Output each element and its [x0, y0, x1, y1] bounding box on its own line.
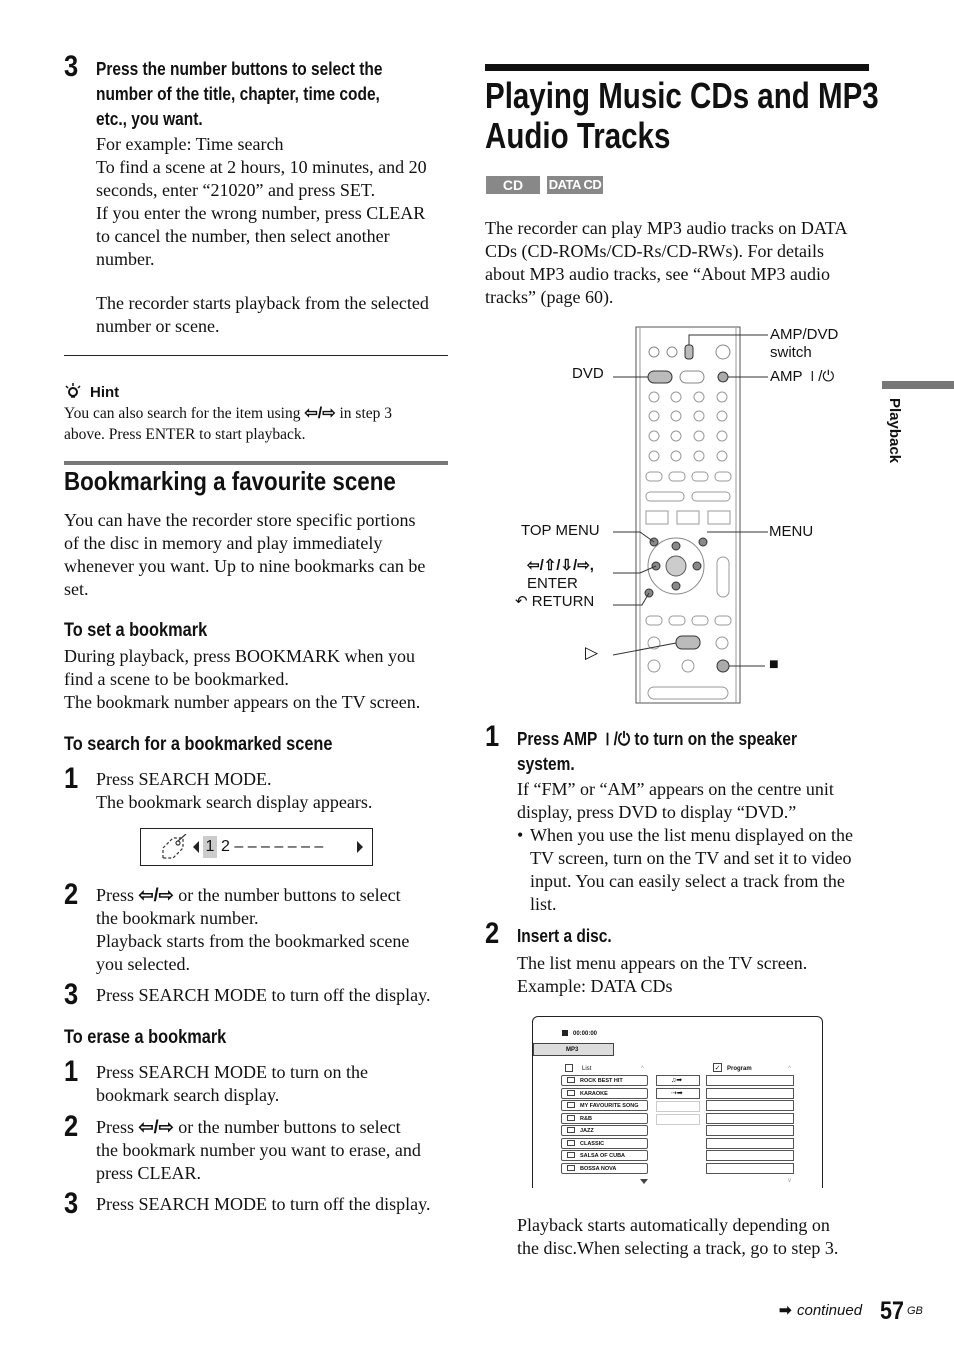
- continued-arrow-icon: ➡: [779, 1302, 792, 1319]
- arrow-icons: ⇦/⇨: [304, 405, 336, 422]
- step-number: 3: [64, 50, 79, 83]
- body-line: The bookmark search display appears.: [96, 792, 373, 812]
- program-label: Program: [727, 1066, 752, 1072]
- list-item[interactable]: [561, 1150, 648, 1161]
- text-part: or the number buttons to select: [178, 885, 401, 905]
- mode-label: MP3: [533, 1043, 614, 1056]
- program-slot[interactable]: [706, 1075, 794, 1086]
- music-note-icon: ♫➡: [656, 1075, 700, 1086]
- step-number: 1: [64, 762, 79, 795]
- left-arrow-icon: [193, 841, 199, 853]
- body-line: During playback, press BOOKMARK when you: [64, 646, 415, 666]
- folder-icon: [567, 1127, 575, 1133]
- list-label: List: [582, 1066, 592, 1072]
- disabled-button: [656, 1114, 700, 1125]
- body-line: If you enter the wrong number, press CLEAR: [96, 203, 426, 223]
- label-line: AMP/DVD: [770, 326, 839, 343]
- body-line: When you use the list menu displayed on the: [530, 825, 853, 845]
- title-line: Playing Music CDs and MP3: [485, 75, 879, 116]
- folder-icon: [567, 1077, 575, 1083]
- page-suffix: GB: [907, 1305, 923, 1317]
- folder-icon: [567, 1115, 575, 1121]
- body-line: list.: [530, 894, 557, 914]
- step-body-2: [96, 292, 456, 338]
- body-line: to cancel the number, then select another: [96, 226, 390, 246]
- body-line: of the disc in memory and play immediately: [64, 533, 383, 553]
- list-item[interactable]: [561, 1075, 648, 1086]
- list-item[interactable]: [561, 1100, 648, 1111]
- step-title-line: Press the number buttons to select the: [96, 59, 383, 79]
- list-item[interactable]: [561, 1088, 648, 1099]
- step-title: Insert a disc.: [517, 926, 612, 946]
- hint-label: Hint: [90, 384, 120, 401]
- disabled-button: [656, 1101, 700, 1112]
- scroll-down-icon: [640, 1179, 648, 1184]
- intro: [485, 217, 871, 309]
- body-line: about MP3 audio tracks, see “About MP3 audio: [485, 264, 830, 284]
- selected-bookmark: 1: [203, 836, 217, 858]
- body-line: [96, 884, 456, 907]
- body-line: tracks” (page 60).: [485, 287, 614, 307]
- program-slot[interactable]: [706, 1100, 794, 1111]
- body-line: bookmark search display.: [96, 1085, 280, 1105]
- section-heading: Bookmarking a favourite scene: [64, 466, 396, 496]
- erase-step3: Press SEARCH MODE to turn off the display.: [96, 1194, 431, 1214]
- program-slot[interactable]: [706, 1088, 794, 1099]
- step-title: [517, 727, 797, 777]
- right-arrow-icon: [357, 841, 363, 853]
- page-title: [485, 76, 879, 156]
- divider: [64, 355, 448, 356]
- play-icon: ▷: [585, 643, 599, 662]
- menu-label: MENU: [769, 523, 814, 540]
- page-number: 57: [880, 1297, 904, 1325]
- search-step3: Press SEARCH MODE to turn off the display.: [96, 985, 431, 1005]
- body-line: whenever you want. Up to nine bookmarks can be: [64, 556, 426, 576]
- program-slot[interactable]: [706, 1138, 794, 1149]
- step-number: 3: [64, 1187, 79, 1220]
- cd-badge: CD: [486, 176, 540, 194]
- body-line: You can have the recorder store specific portions: [64, 510, 416, 530]
- body-line: To find a scene at 2 hours, 10 minutes, and 20: [96, 157, 427, 177]
- arrow-icons: ⇦/⇨: [138, 885, 174, 905]
- list-item[interactable]: [561, 1125, 648, 1136]
- arrow-icons: ⇦/⇨: [138, 1117, 174, 1137]
- title-line: Audio Tracks: [485, 115, 671, 156]
- set-body: [64, 645, 450, 714]
- list-menu-screen: [532, 1016, 823, 1188]
- body-line: [96, 1116, 456, 1139]
- step-title-line: Press AMP ⏽/⏻ to turn on the speaker: [517, 729, 797, 749]
- section-rule: [64, 461, 448, 465]
- folder-icon: [567, 1152, 575, 1158]
- arrows-label: ⇦/⇧/⇩/⇨,: [527, 557, 594, 574]
- subheading-set: To set a bookmark: [64, 620, 208, 641]
- list-item-label: SALSA OF CUBA: [580, 1153, 626, 1159]
- side-tab-label: Playback: [886, 398, 903, 464]
- program-slot[interactable]: [706, 1125, 794, 1136]
- list-item[interactable]: [561, 1163, 648, 1174]
- list-item-label: BOSSA NOVA: [580, 1165, 617, 1172]
- step-body: [96, 133, 456, 271]
- subheading-erase: To erase a bookmark: [64, 1027, 227, 1048]
- track-icon: ⇢➡: [656, 1088, 700, 1099]
- hint-text-part: You can also search for the item using: [64, 405, 301, 422]
- step-number: 3: [64, 978, 79, 1011]
- return-label: ↶ RETURN: [515, 593, 595, 610]
- body-line: set.: [64, 579, 89, 599]
- list-icon: [565, 1064, 573, 1072]
- body-line: TV screen, turn on the TV and set it to video: [530, 848, 852, 868]
- body-line: Press SEARCH MODE.: [96, 769, 272, 789]
- program-slot[interactable]: [706, 1163, 794, 1174]
- body-line: the disc.When selecting a track, go to step 3.: [517, 1238, 839, 1258]
- side-tab: [884, 398, 904, 478]
- search-step1: [96, 768, 372, 814]
- step2-body: [517, 952, 807, 998]
- text-part: Press: [96, 885, 135, 905]
- body-line: number or scene.: [96, 316, 220, 336]
- hint-text-part: above. Press ENTER to start playback.: [64, 426, 306, 443]
- subheading-search: To search for a bookmarked scene: [64, 734, 333, 755]
- hint-icon: [64, 383, 86, 401]
- list-item-label: JAZZ: [580, 1128, 594, 1134]
- list-item[interactable]: [561, 1138, 648, 1149]
- top-menu-label: TOP MENU: [521, 522, 600, 539]
- label-line: switch: [770, 344, 812, 361]
- body-line: Playback starts automatically depending on: [517, 1215, 830, 1235]
- list-item-label: ROCK BEST HIT: [580, 1078, 623, 1084]
- folder-icon: [567, 1165, 575, 1171]
- title-rule: [485, 64, 869, 71]
- body-line: you selected.: [96, 954, 190, 974]
- body-line: Playback starts from the bookmarked scene: [96, 931, 410, 951]
- amp-dvd-switch-label: [770, 326, 838, 362]
- step-number: 1: [64, 1055, 79, 1088]
- hint-text: [64, 403, 392, 445]
- body-line: Press SEARCH MODE to turn on the: [96, 1062, 369, 1082]
- stop-icon: ■: [769, 656, 779, 673]
- time-readout: 00:00:00: [573, 1031, 598, 1037]
- dvd-label: DVD: [572, 365, 604, 382]
- step-number: 2: [485, 917, 500, 950]
- step-number: 1: [485, 720, 500, 753]
- body-line: find a scene to be bookmarked.: [64, 669, 289, 689]
- step-number: 2: [64, 878, 79, 911]
- list-item[interactable]: [561, 1113, 648, 1124]
- folder-icon: [567, 1140, 575, 1146]
- list-item-label: CLASSIC: [580, 1140, 605, 1147]
- scroll-up-icon: ^: [788, 1066, 791, 1072]
- bookmark-slots: 2 – – – – – – –: [221, 838, 324, 855]
- body-line: If “FM” or “AM” appears on the centre unit: [517, 779, 834, 799]
- step1-body: [517, 778, 877, 824]
- stop-indicator-icon: [562, 1030, 568, 1036]
- folder-icon: [567, 1090, 575, 1096]
- erase-step1: [96, 1061, 368, 1107]
- search-step2: [96, 884, 456, 976]
- step-number: 2: [64, 1110, 79, 1143]
- step-title-line: etc., you want.: [96, 109, 203, 129]
- folder-icon: [567, 1102, 575, 1108]
- scroll-up-icon: ^: [641, 1066, 644, 1072]
- erase-step2: [96, 1116, 456, 1185]
- list-item-label: MY FAVOURITE SONG: [580, 1103, 639, 1109]
- body-line: seconds, enter “21020” and press SET.: [96, 180, 376, 200]
- body-line: Example: DATA CDs: [517, 976, 673, 996]
- body-line: The bookmark number appears on the TV screen.: [64, 692, 421, 712]
- program-slot[interactable]: [706, 1113, 794, 1124]
- data-cd-badge: DATA CD: [548, 177, 602, 192]
- bookmark-search-display: [140, 828, 373, 866]
- remote-control-illustration: [580, 325, 800, 705]
- section-intro: [64, 509, 450, 601]
- body-line: number.: [96, 249, 155, 269]
- body-line: the bookmark number.: [96, 908, 259, 928]
- amp-power-label: AMP ⏽/⏻: [770, 368, 835, 385]
- bookmark-icon: [159, 834, 189, 862]
- body-line: input. You can easily select a track from the: [530, 871, 845, 891]
- body-line: For example: Time search: [96, 134, 284, 154]
- program-slot[interactable]: [706, 1150, 794, 1161]
- step-title-line: system.: [517, 754, 575, 774]
- scroll-down-icon: v: [788, 1178, 791, 1184]
- body-line: the bookmark number you want to erase, and: [96, 1140, 421, 1160]
- hint-text-part: in step 3: [339, 405, 393, 422]
- list-item-label: KARAOKE: [580, 1090, 608, 1097]
- step-title: [96, 57, 382, 132]
- enter-label: ENTER: [527, 575, 578, 592]
- list-item-label: R&B: [580, 1115, 592, 1122]
- body-line: CDs (CD-ROMs/CD-Rs/CD-RWs). For details: [485, 241, 825, 261]
- bullet: •: [517, 825, 524, 845]
- continued-label: continued: [797, 1302, 863, 1319]
- text-part: or the number buttons to select: [178, 1117, 401, 1137]
- step-title-line: number of the title, chapter, time code,: [96, 84, 380, 104]
- body-line: The list menu appears on the TV screen.: [517, 953, 808, 973]
- step1-bullet-text: [530, 824, 875, 916]
- body-line: press CLEAR.: [96, 1163, 201, 1183]
- body-line: display, press DVD to display “DVD.”: [517, 802, 797, 822]
- body-line: The recorder starts playback from the selected: [96, 293, 429, 313]
- body-line: The recorder can play MP3 audio tracks on DATA: [485, 218, 848, 238]
- text-part: Press: [96, 1117, 135, 1137]
- checkbox-icon: ✓: [714, 1064, 721, 1072]
- closing-text: [517, 1214, 838, 1260]
- side-tab-bar: [882, 381, 954, 389]
